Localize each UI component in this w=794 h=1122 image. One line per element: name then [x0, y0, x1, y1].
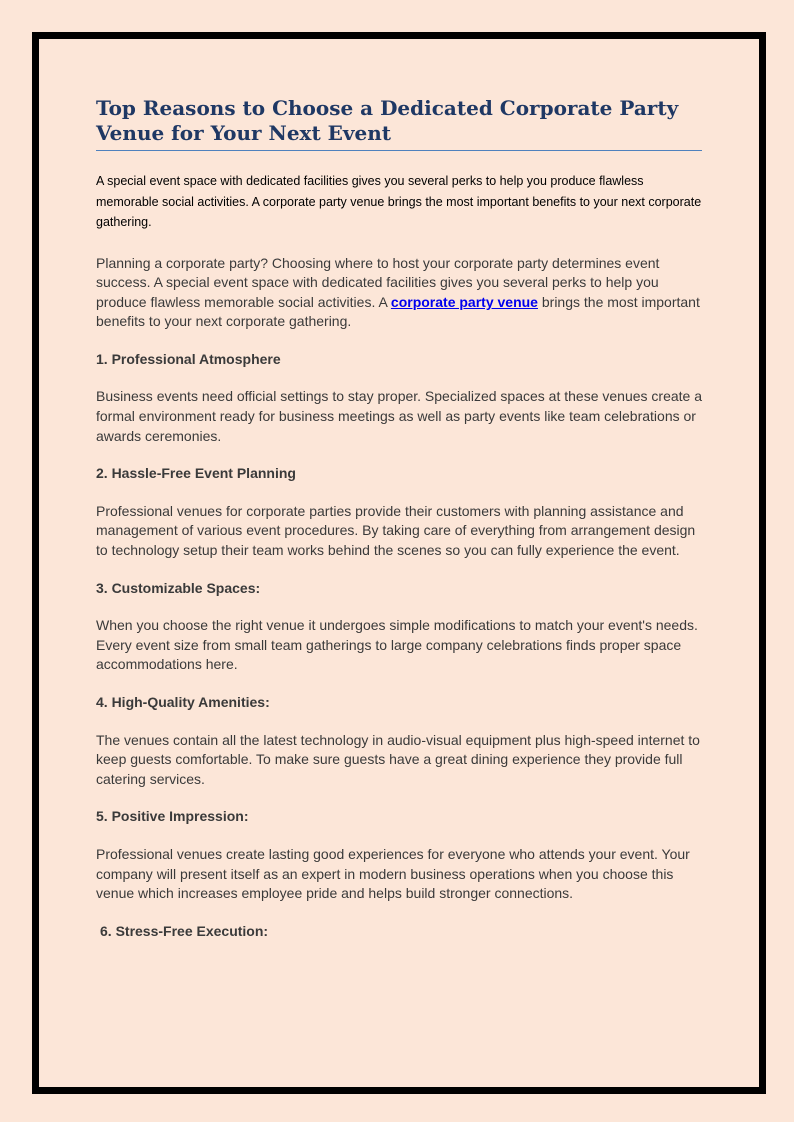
opening-paragraph-text-before-link: Planning a corporate party? Choosing where to host your corporate party determines event success. A special event space with dedicated facilities gives you several perks to help you produce flawless memorable social activities. A [96, 254, 660, 310]
intro-paragraph: A special event space with dedicated facilities gives you several perks to help you produce flawless memorable social activities. A corporate party venue brings the most important benefits to your next corporate gathering. [96, 174, 702, 229]
section-heading-professional-atmosphere: 1. Professional Atmosphere [96, 350, 281, 367]
section-heading-hassle-free-planning: 2. Hassle-Free Event Planning [96, 465, 296, 482]
section-heading-customizable-spaces: 3. Customizable Spaces: [96, 579, 261, 596]
section-body-professional-atmosphere: Business events need official settings to stay proper. Specialized spaces at these venues create a formal environment ready for business meetings as well as party events like team celebrations or awards ceremonies. [96, 388, 702, 444]
section-heading-stress-free-execution: 6. Stress-Free Execution: [100, 922, 269, 939]
section-heading-high-quality-amenities: 4. High-Quality Amenities: [96, 694, 270, 710]
document-content [96, 96, 702, 941]
section-heading-positive-impression: 5. Positive Impression: [96, 808, 249, 825]
opening-paragraph-text-after-link: brings the most important benefits to your next corporate gathering. [96, 293, 700, 330]
section-body-hassle-free-planning: Professional venues for corporate parties provide their customers with planning assistance and management of various event procedures. By taking care of everything from arrangement design to technology setup their team works behind the scenes so you can fully experience the event. [96, 502, 696, 559]
opening-paragraph [96, 254, 702, 332]
section-body-high-quality-amenities: The venues contain all the latest technology in audio-visual equipment plus high-speed internet to keep guests comfortable. To make sure guests have a great dining experience they provide full catering services. [96, 731, 700, 787]
section-body-positive-impression: Professional venues create lasting good experiences for everyone who attends your event. Your company will present itself as an expert in modern business operations when you choose this venue which increases employee pride and helps build stronger connections. [96, 845, 690, 902]
document-title: Top Reasons to Choose a Dedicated Corporate Party Venue for Your Next Event [96, 96, 702, 151]
section-body-customizable-spaces: When you choose the right venue it undergoes simple modifications to match your event's needs. Every event size from small team gatherings to large company celebrations finds proper space accommodations here. [96, 617, 698, 673]
corporate-party-venue-link[interactable]: corporate party venue [390, 293, 538, 310]
